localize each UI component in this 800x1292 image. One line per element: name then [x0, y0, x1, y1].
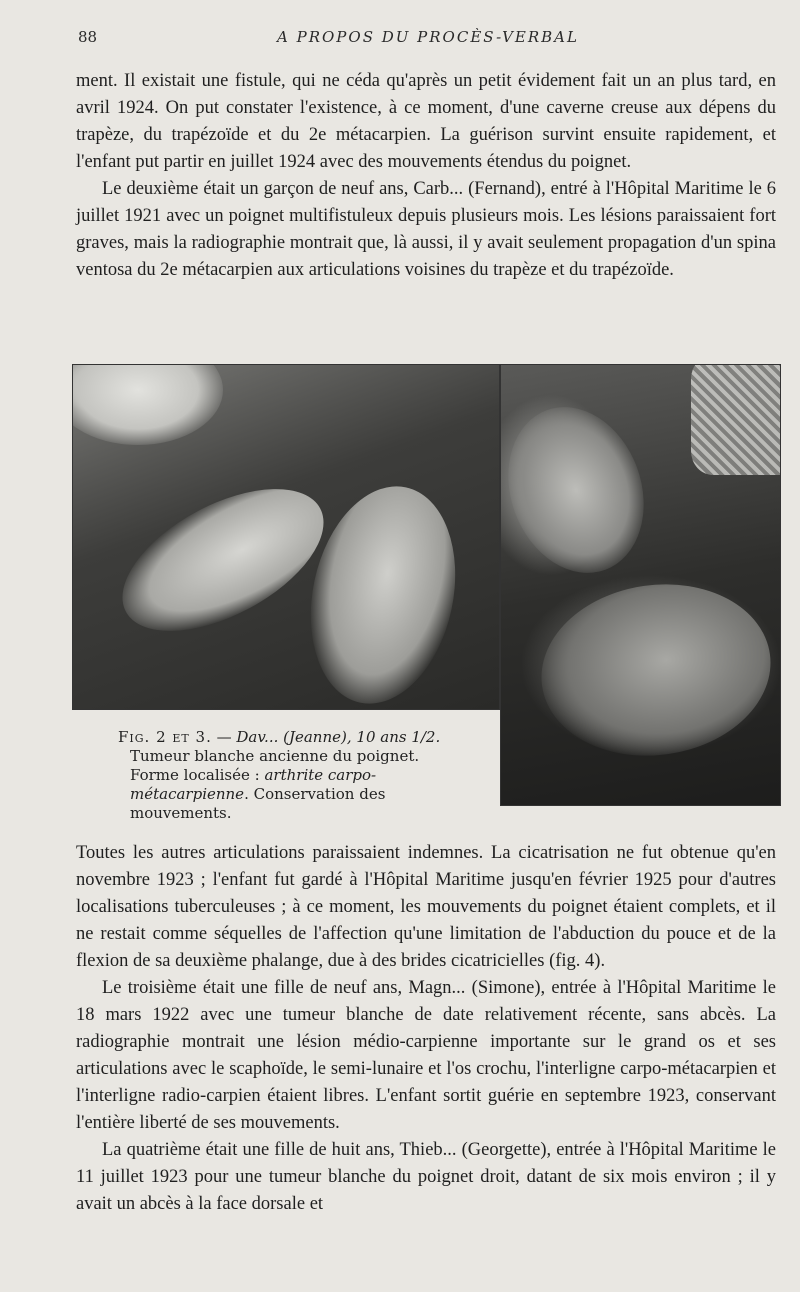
paragraph: Toutes les autres articulations paraissaient indemnes. La cicatrisation ne fut obtenue qu'en novembre 1923 ; l'enfant fut gardé à l'Hôpital Maritime jusqu'en février 1925 pour d'autres localisations tuberculeuses ; à ce moment, les mouvements du poignet étaient complets, et il ne restait comme séquelles de l'affection qu'une limitation de l'abduction du pouce et de la flexion de sa deuxième phalange, due à des brides cicatricielles (fig. 4). — [76, 843, 776, 971]
figure-caption — [118, 728, 470, 823]
figure-photo-right — [500, 364, 781, 806]
caption-diagnosis: arthrite carpo-métacarpienne — [130, 766, 377, 803]
page-number: 88 — [78, 28, 98, 46]
top-text-block — [76, 68, 776, 284]
caption-dash: — — [211, 728, 237, 746]
caption-name: Dav... (Jeanne), 10 ans 1/2. — [236, 728, 441, 746]
shirt-pattern-image — [691, 364, 781, 475]
figure-photo-left — [72, 364, 500, 710]
caption-label: Fig. 2 et 3. — [118, 728, 212, 746]
paragraph: Le deuxième était un garçon de neuf ans, Carb... (Fernand), entré à l'Hôpital Maritime le 6 juillet 1921 avec un poignet multifistuleux depuis plusieurs mois. Les lésions paraissaient fort graves, mais la radiographie montrait que, là aussi, il y avait seulement propagation d'un spina ventosa du 2e métacarpien aux articulations voisines du trapèze et du trapézoïde. — [76, 179, 776, 280]
hand-lower-image — [530, 570, 781, 770]
paragraph: Le troisième était une fille de neuf ans, Magn... (Simone), entrée à l'Hôpital Maritime le 18 mars 1922 avec une tumeur blanche de date relativement récente, sans abcès. La radiographie montrait une lésion médio-carpienne importante sur le grand os et ses articulations avec le scaphoïde, le semi-lunaire et l'os crochu, l'interligne carpo-métacarpien et l'interligne radio-carpien étaient libres. L'enfant sortit guérie en septembre 1923, conservant l'entière liberté de ses mouvements. — [76, 978, 776, 1133]
bottom-text-block — [76, 840, 776, 1218]
caption-end: . Conservation des mouvements. — [130, 785, 386, 822]
sleeve-image — [72, 364, 223, 445]
running-title: A PROPOS DU PROCÈS-VERBAL — [277, 28, 579, 46]
paragraph: ment. Il existait une fistule, qui ne céda qu'après un petit évidement fait un an plus tard, en avril 1924. On put constater l'existence, à ce moment, d'une caverne creuse aux dépens du trapèze, du trapézoïde et du 2e métacarpien. La guérison survint ensuite rapidement, et l'enfant put partir en juillet 1924 avec des mouvements étendus du poignet. — [76, 71, 776, 172]
page-header — [78, 28, 778, 52]
hand-left-image — [100, 460, 346, 660]
paragraph: La quatrième était une fille de huit ans, Thieb... (Georgette), entrée à l'Hôpital Maritime le 11 juillet 1923 pour une tumeur blanche du poignet droit, datant de six mois environ ; il y avait un abcès à la face dorsale et — [76, 1140, 776, 1214]
hand-upper-image — [500, 388, 666, 592]
caption-description: Tumeur blanche ancienne du poignet. Forme localisée : — [130, 747, 420, 784]
